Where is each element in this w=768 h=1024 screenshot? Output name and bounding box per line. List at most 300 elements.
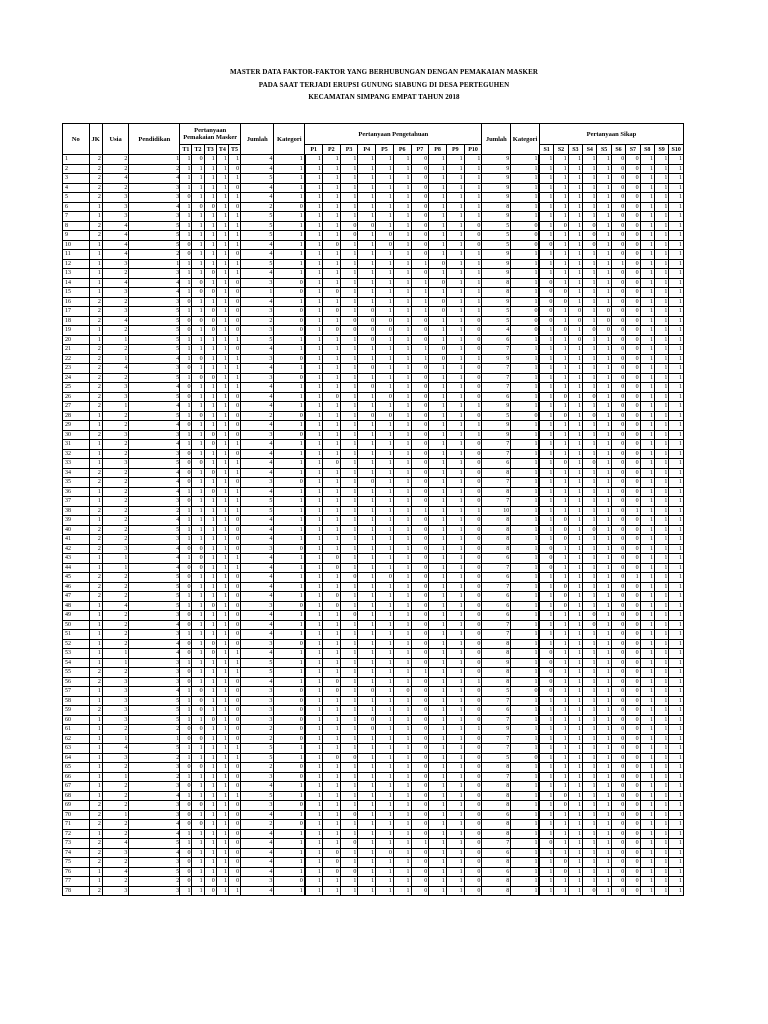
table-cell: 1	[102, 772, 129, 782]
table-cell: 0	[611, 440, 625, 450]
table-cell: 16	[63, 297, 90, 307]
table-cell: 1	[274, 582, 305, 592]
table-cell: 1	[323, 316, 341, 326]
table-cell: 0	[626, 174, 640, 184]
table-cell: 1	[393, 430, 411, 440]
table-cell: 1	[554, 620, 568, 630]
header-pengetahuan-p1: P1	[305, 145, 323, 155]
table-cell: 1	[393, 535, 411, 545]
table-cell: 25	[63, 383, 90, 393]
table-cell: 0	[611, 639, 625, 649]
table-cell: 0	[228, 810, 240, 820]
table-cell: 0	[340, 573, 358, 583]
table-cell: 1	[583, 278, 597, 288]
table-cell: 1	[274, 810, 305, 820]
table-cell: 1	[464, 174, 482, 184]
table-cell: 1	[393, 668, 411, 678]
table-cell: 1	[376, 269, 394, 279]
table-cell: 1	[216, 193, 228, 203]
table-cell: 0	[228, 288, 240, 298]
table-cell: 20	[63, 335, 90, 345]
table-cell: 1	[446, 886, 464, 896]
table-cell: 40	[63, 525, 90, 535]
table-cell: 1	[358, 269, 376, 279]
table-cell: 1	[340, 592, 358, 602]
table-cell: 4	[102, 364, 129, 374]
table-cell: 1	[89, 449, 102, 459]
table-cell: 1	[568, 193, 582, 203]
table-cell: 1	[539, 630, 553, 640]
table-cell: 4	[102, 174, 129, 184]
table-cell: 6	[482, 335, 511, 345]
table-cell: 4	[129, 478, 180, 488]
table-cell: 1	[597, 250, 611, 260]
table-cell: 1	[204, 221, 216, 231]
table-cell: 1	[511, 383, 540, 393]
table-cell: 4	[129, 563, 180, 573]
table-cell: 1	[89, 516, 102, 526]
table-cell: 1	[597, 506, 611, 516]
table-cell: 1	[654, 810, 668, 820]
table-cell: 0	[274, 772, 305, 782]
table-cell: 3	[63, 174, 90, 184]
table-cell: 1	[216, 402, 228, 412]
table-cell: 1	[511, 658, 540, 668]
table-cell: 1	[129, 734, 180, 744]
table-cell: 2	[102, 326, 129, 336]
table-cell: 0	[554, 535, 568, 545]
table-cell: 1	[393, 478, 411, 488]
table-row	[63, 725, 684, 735]
table-cell: 8	[482, 525, 511, 535]
table-cell: 1	[583, 582, 597, 592]
table-cell: 1	[340, 307, 358, 317]
table-cell: 3	[241, 478, 274, 488]
table-cell: 1	[511, 810, 540, 820]
table-cell: 0	[539, 649, 553, 659]
table-cell: 1	[393, 459, 411, 469]
table-cell: 1	[216, 516, 228, 526]
table-cell: 3	[129, 364, 180, 374]
table-cell: 4	[241, 810, 274, 820]
table-cell: 1	[597, 582, 611, 592]
table-cell: 4	[102, 839, 129, 849]
table-cell: 1	[340, 772, 358, 782]
table-cell: 0	[358, 411, 376, 421]
table-cell: 1	[640, 278, 654, 288]
table-cell: 1	[568, 240, 582, 250]
table-cell: 0	[611, 877, 625, 887]
table-cell: 1	[228, 193, 240, 203]
table-cell: 1	[554, 383, 568, 393]
table-cell: 4	[241, 250, 274, 260]
table-cell: 1	[568, 440, 582, 450]
table-cell: 0	[228, 630, 240, 640]
table-row	[63, 288, 684, 298]
header-sikap-s5: S5	[597, 145, 611, 155]
table-cell: 0	[611, 269, 625, 279]
table-cell: 2	[102, 440, 129, 450]
table-cell: 0	[539, 677, 553, 687]
table-cell: 1	[340, 269, 358, 279]
table-cell: 1	[216, 269, 228, 279]
table-cell: 1	[192, 487, 204, 497]
table-cell: 0	[228, 611, 240, 621]
table-cell: 1	[376, 753, 394, 763]
table-row	[63, 259, 684, 269]
table-cell: 1	[305, 402, 323, 412]
table-cell: 24	[63, 373, 90, 383]
table-cell: 1	[340, 288, 358, 298]
table-cell: 0	[626, 582, 640, 592]
table-cell: 1	[669, 582, 684, 592]
table-cell: 0	[597, 326, 611, 336]
table-cell: 1	[393, 297, 411, 307]
table-cell: 1	[228, 886, 240, 896]
table-cell: 2	[102, 820, 129, 830]
table-row	[63, 516, 684, 526]
table-cell: 1	[640, 706, 654, 716]
table-cell: 1	[192, 877, 204, 887]
table-cell: 1	[340, 801, 358, 811]
table-cell: 0	[228, 601, 240, 611]
table-cell: 1	[305, 421, 323, 431]
table-cell: 1	[654, 430, 668, 440]
table-cell: 0	[464, 373, 482, 383]
table-cell: 1	[216, 459, 228, 469]
table-cell: 1	[323, 259, 341, 269]
table-cell: 0	[411, 554, 429, 564]
table-cell: 1	[597, 468, 611, 478]
table-cell: 0	[626, 744, 640, 754]
table-cell: 1	[446, 601, 464, 611]
table-cell: 1	[554, 183, 568, 193]
table-cell: 1	[216, 535, 228, 545]
table-cell: 2	[102, 877, 129, 887]
title-line-3: KECAMATAN SIMPANG EMPAT TAHUN 2018	[308, 93, 460, 101]
table-cell: 1	[568, 601, 582, 611]
table-cell: 0	[611, 563, 625, 573]
table-cell: 64	[63, 753, 90, 763]
table-cell: 1	[554, 649, 568, 659]
table-cell: 1	[192, 782, 204, 792]
table-cell: 1	[393, 288, 411, 298]
table-cell: 1	[539, 820, 553, 830]
table-cell: 1	[192, 791, 204, 801]
table-cell: 1	[376, 497, 394, 507]
table-cell: 1	[511, 335, 540, 345]
table-cell: 1	[204, 544, 216, 554]
table-cell: 1	[305, 231, 323, 241]
table-cell: 0	[192, 459, 204, 469]
table-cell: 1	[429, 478, 447, 488]
table-cell: 3	[102, 288, 129, 298]
table-cell: 1	[429, 620, 447, 630]
header-pengetahuan-p6: P6	[393, 145, 411, 155]
table-cell: 0	[192, 373, 204, 383]
table-cell: 0	[340, 221, 358, 231]
table-cell: 0	[626, 877, 640, 887]
table-cell: 1	[340, 791, 358, 801]
table-cell: 1	[640, 658, 654, 668]
table-cell: 1	[340, 544, 358, 554]
table-cell: 1	[340, 250, 358, 260]
table-cell: 0	[228, 696, 240, 706]
table-cell: 1	[323, 620, 341, 630]
table-cell: 1	[597, 839, 611, 849]
table-cell: 0	[539, 554, 553, 564]
table-cell: 1	[216, 620, 228, 630]
table-cell: 1	[446, 383, 464, 393]
table-cell: 1	[228, 383, 240, 393]
table-cell: 1	[89, 611, 102, 621]
table-cell: 27	[63, 402, 90, 412]
table-row	[63, 221, 684, 231]
table-cell: 2	[102, 763, 129, 773]
table-cell: 1	[554, 715, 568, 725]
table-cell: 1	[204, 810, 216, 820]
table-cell: 1	[358, 516, 376, 526]
table-cell: 1	[640, 525, 654, 535]
table-cell: 0	[611, 449, 625, 459]
table-cell: 1	[393, 554, 411, 564]
table-cell: 1	[192, 240, 204, 250]
table-cell: 1	[446, 592, 464, 602]
table-cell: 0	[611, 649, 625, 659]
table-cell: 1	[216, 221, 228, 231]
table-cell: 3	[102, 677, 129, 687]
table-cell: 0	[464, 497, 482, 507]
table-cell: 6	[482, 392, 511, 402]
table-cell: 1	[654, 649, 668, 659]
table-cell: 0	[411, 193, 429, 203]
table-cell: 1	[274, 677, 305, 687]
table-cell: 1	[568, 155, 582, 165]
table-cell: 1	[204, 345, 216, 355]
table-cell: 1	[228, 364, 240, 374]
table-cell: 1	[358, 763, 376, 773]
table-cell: 1	[204, 725, 216, 735]
table-cell: 1	[305, 877, 323, 887]
table-cell: 0	[626, 250, 640, 260]
table-cell: 0	[180, 478, 192, 488]
table-cell: 1	[429, 715, 447, 725]
table-cell: 1	[597, 668, 611, 678]
table-cell: 1	[305, 459, 323, 469]
table-cell: 1	[539, 516, 553, 526]
table-cell: 1	[446, 345, 464, 355]
table-cell: 1	[446, 848, 464, 858]
table-cell: 1	[376, 877, 394, 887]
table-cell: 1	[446, 440, 464, 450]
table-cell: 1	[376, 516, 394, 526]
table-cell: 1	[464, 155, 482, 165]
table-cell: 1	[192, 164, 204, 174]
table-cell: 5	[129, 231, 180, 241]
table-cell: 1	[640, 639, 654, 649]
table-cell: 1	[568, 297, 582, 307]
table-cell: 1	[323, 744, 341, 754]
table-row	[63, 525, 684, 535]
table-cell: 1	[340, 639, 358, 649]
table-cell: 1	[323, 820, 341, 830]
table-cell: 1	[340, 259, 358, 269]
table-cell: 1	[192, 430, 204, 440]
table-cell: 1	[640, 858, 654, 868]
table-cell: 0	[358, 364, 376, 374]
table-cell: 0	[204, 877, 216, 887]
table-cell: 1	[180, 278, 192, 288]
table-cell: 1	[597, 734, 611, 744]
table-cell: 2	[102, 269, 129, 279]
table-cell: 1	[376, 620, 394, 630]
table-cell: 6	[482, 554, 511, 564]
table-cell: 1	[511, 782, 540, 792]
table-cell: 1	[429, 326, 447, 336]
table-cell: 4	[241, 193, 274, 203]
table-cell: 1	[429, 592, 447, 602]
table-row	[63, 392, 684, 402]
table-cell: 1	[654, 563, 668, 573]
table-cell: 1	[597, 554, 611, 564]
table-cell: 1	[376, 164, 394, 174]
table-cell: 1	[89, 259, 102, 269]
table-cell: 2	[129, 164, 180, 174]
table-cell: 1	[340, 601, 358, 611]
table-row	[63, 687, 684, 697]
table-cell: 4	[241, 402, 274, 412]
table-cell: 1	[89, 867, 102, 877]
table-cell: 0	[192, 202, 204, 212]
table-cell: 0	[554, 801, 568, 811]
table-cell: 1	[597, 525, 611, 535]
table-cell: 1	[568, 658, 582, 668]
table-cell: 1	[669, 440, 684, 450]
table-cell: 1	[597, 421, 611, 431]
table-cell: 1	[446, 544, 464, 554]
table-cell: 1	[376, 297, 394, 307]
table-cell: 1	[568, 345, 582, 355]
table-cell: 0	[626, 677, 640, 687]
table-cell: 1	[89, 639, 102, 649]
table-cell: 28	[63, 411, 90, 421]
table-cell: 1	[640, 183, 654, 193]
table-cell: 1	[597, 791, 611, 801]
table-cell: 1	[305, 478, 323, 488]
table-cell: 0	[192, 354, 204, 364]
table-cell: 1	[554, 335, 568, 345]
table-cell: 18	[63, 316, 90, 326]
table-cell: 5	[129, 867, 180, 877]
table-cell: 1	[323, 649, 341, 659]
table-cell: 1	[583, 630, 597, 640]
table-cell: 1	[583, 772, 597, 782]
table-cell: 0	[539, 563, 553, 573]
table-cell: 0	[611, 810, 625, 820]
table-cell: 0	[568, 316, 582, 326]
table-cell: 32	[63, 449, 90, 459]
table-cell: 1	[669, 658, 684, 668]
table-cell: 1	[274, 335, 305, 345]
table-cell: 1	[192, 421, 204, 431]
table-cell: 1	[323, 611, 341, 621]
table-cell: 1	[323, 183, 341, 193]
table-cell: 1	[429, 535, 447, 545]
table-cell: 1	[568, 468, 582, 478]
table-cell: 1	[464, 269, 482, 279]
table-cell: 1	[216, 231, 228, 241]
table-cell: 1	[429, 791, 447, 801]
table-cell: 1	[597, 155, 611, 165]
header-pengetahuan-p3: P3	[340, 145, 358, 155]
table-cell: 1	[376, 202, 394, 212]
table-cell: 0	[429, 297, 447, 307]
table-cell: 1	[180, 706, 192, 716]
table-cell: 1	[568, 516, 582, 526]
table-cell: 1	[429, 658, 447, 668]
table-cell: 1	[393, 706, 411, 716]
table-cell: 0	[411, 706, 429, 716]
table-cell: 0	[192, 801, 204, 811]
table-cell: 1	[340, 763, 358, 773]
table-cell: 1	[539, 639, 553, 649]
table-cell: 1	[180, 288, 192, 298]
table-row	[63, 554, 684, 564]
table-cell: 0	[611, 554, 625, 564]
table-cell: 1	[429, 497, 447, 507]
table-cell: 1	[446, 354, 464, 364]
table-cell: 1	[393, 544, 411, 554]
table-cell: 0	[626, 858, 640, 868]
table-cell: 1	[323, 668, 341, 678]
table-cell: 1	[216, 848, 228, 858]
table-row	[63, 630, 684, 640]
table-cell: 0	[626, 164, 640, 174]
table-cell: 1	[274, 744, 305, 754]
table-cell: 3	[241, 373, 274, 383]
table-cell: 1	[429, 440, 447, 450]
table-row	[63, 582, 684, 592]
table-cell: 3	[241, 307, 274, 317]
table-cell: 1	[539, 373, 553, 383]
table-cell: 1	[411, 668, 429, 678]
table-cell: 1	[511, 592, 540, 602]
table-cell: 2	[129, 753, 180, 763]
table-row	[63, 278, 684, 288]
table-cell: 1	[192, 658, 204, 668]
table-cell: 2	[89, 706, 102, 716]
table-cell: 1	[429, 392, 447, 402]
table-cell: 1	[429, 687, 447, 697]
table-row	[63, 649, 684, 659]
table-cell: 1	[554, 212, 568, 222]
table-cell: 1	[669, 687, 684, 697]
table-cell: 1	[669, 487, 684, 497]
table-row	[63, 753, 684, 763]
table-cell: 1	[358, 250, 376, 260]
table-cell: 1	[640, 402, 654, 412]
table-cell: 3	[241, 772, 274, 782]
table-cell: 3	[129, 677, 180, 687]
table-cell: 1	[393, 373, 411, 383]
table-cell: 2	[241, 763, 274, 773]
table-cell: 1	[446, 326, 464, 336]
table-cell: 1	[640, 535, 654, 545]
table-cell: 0	[626, 497, 640, 507]
table-cell: 0	[411, 516, 429, 526]
table-cell: 4	[102, 231, 129, 241]
table-cell: 7	[482, 563, 511, 573]
